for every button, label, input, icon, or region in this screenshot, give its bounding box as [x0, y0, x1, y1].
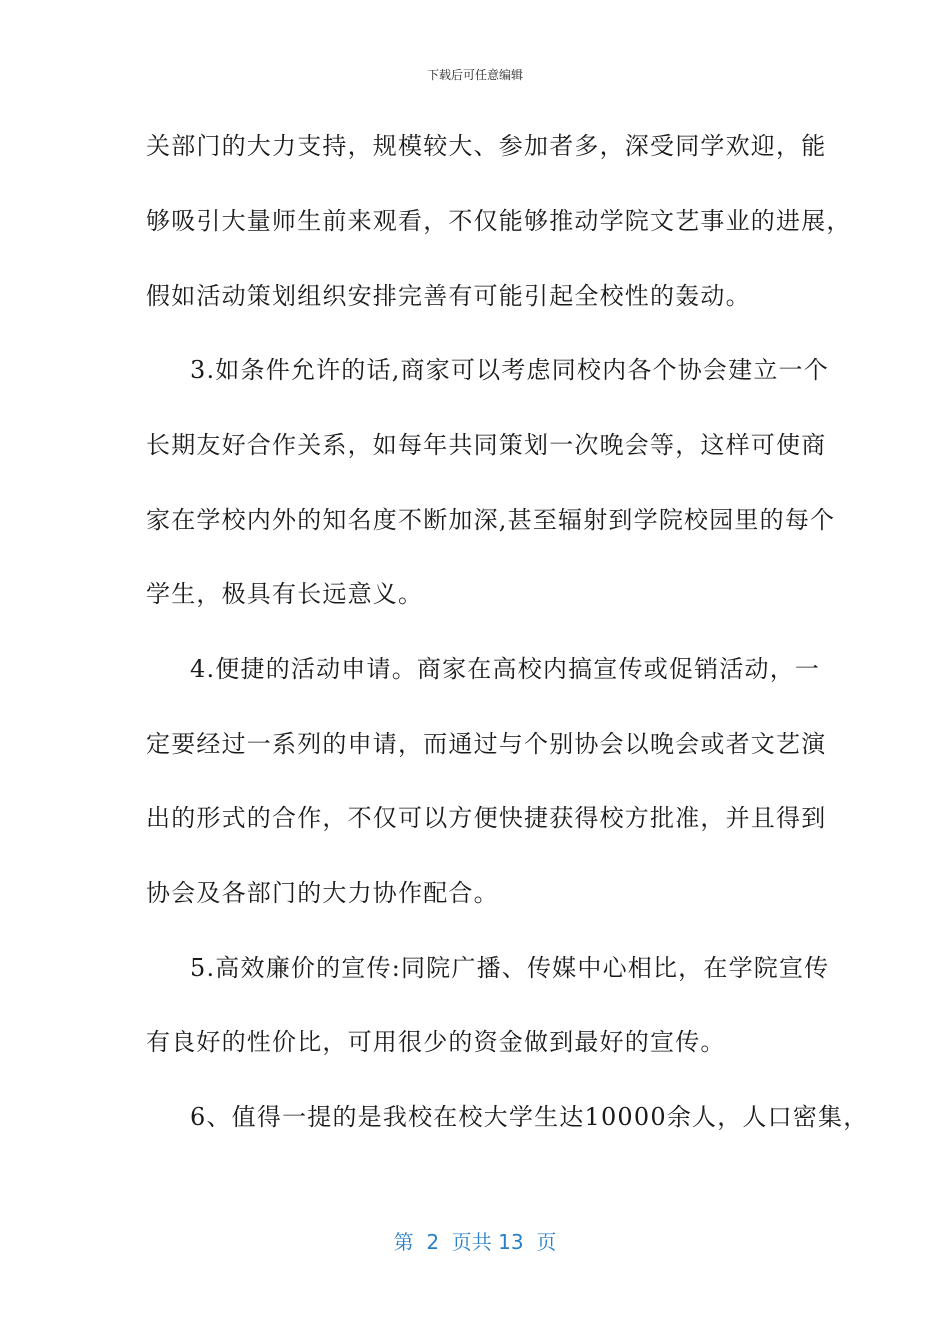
paragraph-line: 有良好的性价比，可用很少的资金做到最好的宣传。 — [146, 1028, 726, 1056]
page-number-footer: 第 2 页共 13 页 — [393, 1230, 557, 1254]
paragraph-line: 4.便捷的活动申请。商家在高校内搞宣传或促销活动，一 — [190, 655, 821, 683]
paragraph-line: 学生，极具有长远意义。 — [146, 580, 424, 608]
paragraph-line: 协会及各部门的大力协作配合。 — [146, 879, 499, 907]
paragraph-line: 5.高效廉价的宣传:同院广播、传媒中心相比，在学院宣传 — [190, 954, 830, 982]
paragraph-line: 长期友好合作关系，如每年共同策划一次晚会等，这样可使商 — [146, 431, 827, 459]
paragraph-line: 定要经过一系列的申请，而通过与个别协会以晚会或者文艺演 — [146, 730, 827, 758]
paragraph-line: 6、值得一提的是我校在校大学生达10000余人，人口密集， — [190, 1103, 869, 1131]
page-header: 下载后可任意编辑 — [426, 68, 523, 82]
paragraph-line: 假如活动策划组织安排完善有可能引起全校性的轰动。 — [146, 282, 751, 310]
paragraph-line: 够吸引大量师生前来观看，不仅能够推动学院文艺事业的进展， — [146, 207, 852, 235]
paragraph-line: 3.如条件允许的话,商家可以考虑同校内各个协会建立一个 — [190, 356, 829, 384]
paragraph-line: 出的形式的合作，不仅可以方便快捷获得校方批准，并且得到 — [146, 804, 827, 832]
paragraph-line: 关部门的大力支持，规模较大、参加者多，深受同学欢迎，能 — [146, 132, 827, 160]
paragraph-line: 家在学校内外的知名度不断加深,甚至辐射到学院校园里的每个 — [146, 506, 836, 534]
